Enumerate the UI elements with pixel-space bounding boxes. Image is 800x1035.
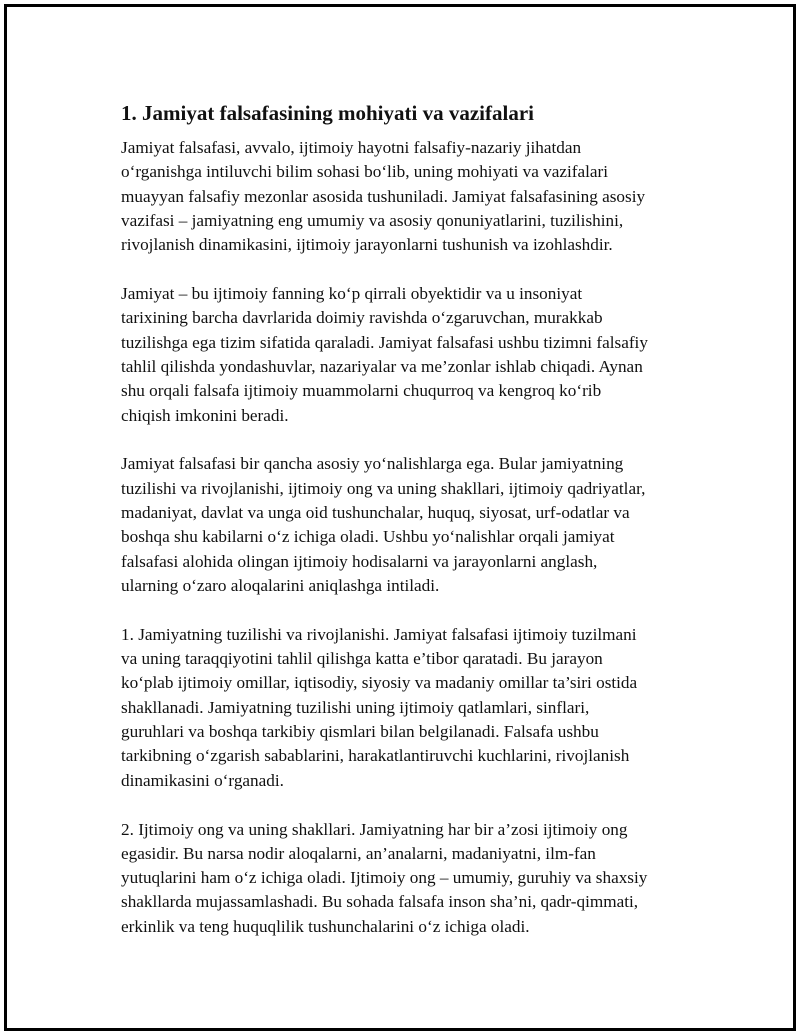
document-page (4, 4, 796, 1031)
text-line: tuzilishi va rivojlanishi, ijtimoiy ong va uning shakllari, ijtimoiy qadriyatlar, (121, 478, 646, 498)
text-line: yutuqlarini ham o‘z ichiga oladi. Ijtimoiy ong – umumiy, guruhiy va shaxsiy (121, 868, 648, 888)
text-line: shu orqali falsafa ijtimoiy muammolarni chuqurroq va kengroq ko‘rib (121, 381, 602, 401)
paragraph-5 (121, 818, 701, 939)
text-line: 1. Jamiyatning tuzilishi va rivojlanishi. Jamiyat falsafasi ijtimoiy tuzilmani (121, 624, 637, 644)
text-line: vazifasi – jamiyatning eng umumiy va asosiy qonuniyatlarini, tuzilishini, (121, 210, 624, 230)
text-line: tarkibning o‘zgarish sabablarini, harakatlantiruvchi kuchlarini, rivojlanish (121, 746, 630, 766)
text-line: chiqish imkonini beradi. (121, 405, 289, 425)
text-line: shakllarda mujassamlashadi. Bu sohada falsafa inson sha’ni, qadr-qimmati, (121, 892, 639, 912)
text-line: madaniyat, davlat va unga oid tushunchalar, huquq, siyosat, urf-odatlar va (121, 503, 630, 523)
text-line: ko‘plab ijtimoiy omillar, iqtisodiy, siyosiy va madaniy omillar ta’siri ostida (121, 673, 638, 693)
text-line: tahlil qilishda yondashuvlar, nazariyalar va me’zonlar ishlab chiqadi. Aynan (121, 356, 643, 376)
text-line: Jamiyat falsafasi, avvalo, ijtimoiy hayotni falsafiy-nazariy jihatdan (121, 138, 582, 157)
text-line: ularning o‘zaro aloqalarini aniqlashga intiladi. (121, 575, 440, 595)
text-line: egasidir. Bu narsa nodir aloqalarni, an’analarni, madaniyatni, ilm-fan (121, 843, 596, 863)
text-line: o‘rganishga intiluvchi bilim sohasi bo‘lib, uning mohiyati va vazifalari (121, 162, 609, 182)
text-line: tarixining barcha davrlarida doimiy ravishda o‘zgaruvchan, murakkab (121, 308, 603, 328)
text-line: Jamiyat falsafasi bir qancha asosiy yo‘nalishlarga ega. Bular jamiyatning (121, 454, 624, 474)
document-content (121, 99, 701, 964)
text-line: 2. Ijtimoiy ong va uning shakllari. Jamiyatning har bir a’zosi ijtimoiy ong (121, 819, 628, 839)
text-line: va uning taraqqiyotini tahlil qilishga katta e’tibor qaratadi. Bu jarayon (121, 649, 603, 669)
paragraph-2 (121, 282, 701, 428)
text-line: tuzilishga ega tizim sifatida qaraladi. Jamiyat falsafasi ushbu tizimni falsafiy (121, 332, 648, 352)
text-line: dinamikasini o‘rganadi. (121, 770, 284, 790)
text-line: rivojlanish dinamikasini, ijtimoiy jarayonlarni tushunish va izohlashdir. (121, 235, 613, 255)
text-line: erkinlik va teng huquqlilik tushunchalarini o‘z ichiga oladi. (121, 916, 530, 936)
paragraph-4 (121, 623, 701, 793)
text-line: shakllanadi. Jamiyatning tuzilishi uning ijtimoiy qatlamlari, sinflari, (121, 697, 590, 717)
text-line: guruhlari va boshqa tarkibiy qismlari bilan belgilanadi. Falsafa ushbu (121, 722, 599, 742)
text-line: Jamiyat – bu ijtimoiy fanning ko‘p qirrali obyektidir va u insoniyat (121, 284, 583, 304)
text-line: muayyan falsafiy mezonlar asosida tushuniladi. Jamiyat falsafasining asosiy (121, 186, 646, 206)
text-line: falsafasi alohida olingan ijtimoiy hodisalarni va jarayonlarni anglash, (121, 551, 598, 571)
paragraph-1 (121, 136, 701, 257)
paragraph-3 (121, 452, 701, 598)
section-heading: 1. Jamiyat falsafasining mohiyati va vazifalari (121, 101, 534, 125)
text-line: boshqa shu kabilarni o‘z ichiga oladi. Ushbu yo‘nalishlar orqali jamiyat (121, 527, 615, 547)
